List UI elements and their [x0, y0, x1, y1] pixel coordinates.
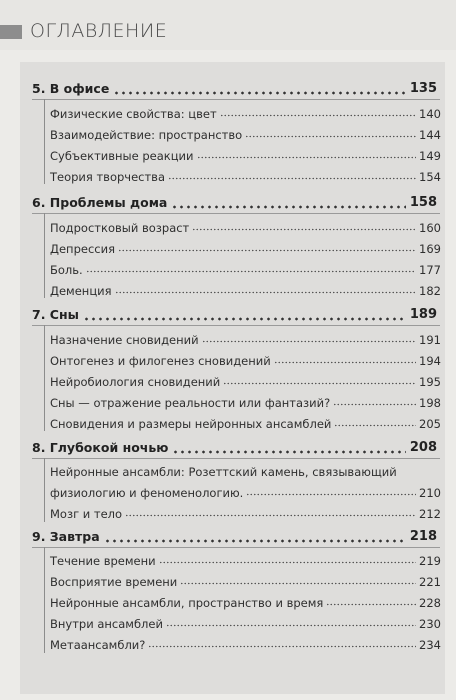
toc-item[interactable]: Метаансамбли? 234 — [50, 638, 441, 652]
section-bracket — [44, 325, 45, 431]
toc-section-8[interactable] — [32, 437, 437, 457]
section-page: 189 — [409, 306, 437, 322]
section-page: 218 — [409, 528, 437, 544]
section-title: 8. Глубокой ночью — [32, 439, 169, 455]
toc-item[interactable]: Внутри ансамблей 230 — [50, 617, 441, 631]
section-title: 7. Сны — [32, 306, 79, 322]
page-title: ОГЛАВЛЕНИЕ — [30, 20, 168, 42]
section-title: 9. Завтра — [32, 528, 100, 544]
toc-item[interactable]: Онтогенез и филогенез сновидений 194 — [50, 354, 441, 368]
section-bracket — [44, 213, 45, 298]
section-page: 135 — [409, 80, 437, 96]
leader-dots — [83, 307, 406, 321]
section-title: 6. Проблемы дома — [32, 194, 168, 210]
toc-item[interactable]: Боль. 177 — [50, 263, 441, 277]
leader-dots — [113, 81, 406, 95]
section-page: 158 — [409, 194, 437, 210]
toc-item[interactable]: Теория творчества 154 — [50, 170, 441, 184]
section-bracket — [44, 547, 45, 653]
section-divider — [32, 99, 440, 100]
section-bracket — [44, 99, 45, 184]
toc-item[interactable]: Назначение сновидений 191 — [50, 333, 441, 347]
toc-item[interactable]: Депрессия 169 — [50, 242, 441, 256]
toc-section-9[interactable] — [32, 526, 437, 546]
toc-item[interactable]: Физические свойства: цвет 140 — [50, 107, 441, 121]
toc-item[interactable]: Сны — отражение реальности или фантазий? 198 — [50, 396, 441, 410]
leader-dots — [171, 195, 405, 209]
header-accent-bar — [0, 25, 22, 39]
toc-item[interactable]: Нейронные ансамбли, пространство и время 228 — [50, 596, 441, 610]
toc-item[interactable]: Сновидения и размеры нейронных ансамблей 205 — [50, 417, 441, 431]
header — [0, 0, 456, 50]
toc-section-6[interactable] — [32, 192, 437, 212]
toc-section-5[interactable] — [32, 78, 437, 98]
toc-page — [20, 62, 445, 694]
toc-item[interactable]: Мозг и тело 212 — [50, 507, 441, 521]
section-divider — [32, 213, 440, 214]
leader-dots — [104, 529, 406, 543]
section-divider — [32, 547, 440, 548]
toc-item[interactable]: Деменция 182 — [50, 284, 441, 298]
section-bracket — [44, 458, 45, 522]
toc-item[interactable]: Восприятие времени 221 — [50, 575, 441, 589]
toc-item[interactable]: Субъективные реакции 149 — [50, 149, 441, 163]
section-title: 5. В офисе — [32, 80, 110, 96]
section-page: 208 — [409, 439, 437, 455]
toc-item[interactable]: Течение времени 219 — [50, 554, 441, 568]
leader-dots — [172, 440, 405, 454]
section-divider — [32, 325, 440, 326]
toc-item[interactable]: физиологию и феноменологию. 210 — [50, 486, 441, 500]
toc-item[interactable]: Подростковый возраст 160 — [50, 221, 441, 235]
toc-section-7[interactable] — [32, 304, 437, 324]
toc-item-line1: Нейронные ансамбли: Розеттский камень, связывающий — [50, 465, 397, 479]
section-divider — [32, 458, 440, 459]
toc-item[interactable]: Взаимодействие: пространство 144 — [50, 128, 441, 142]
toc-item[interactable]: Нейробиология сновидений 195 — [50, 375, 441, 389]
